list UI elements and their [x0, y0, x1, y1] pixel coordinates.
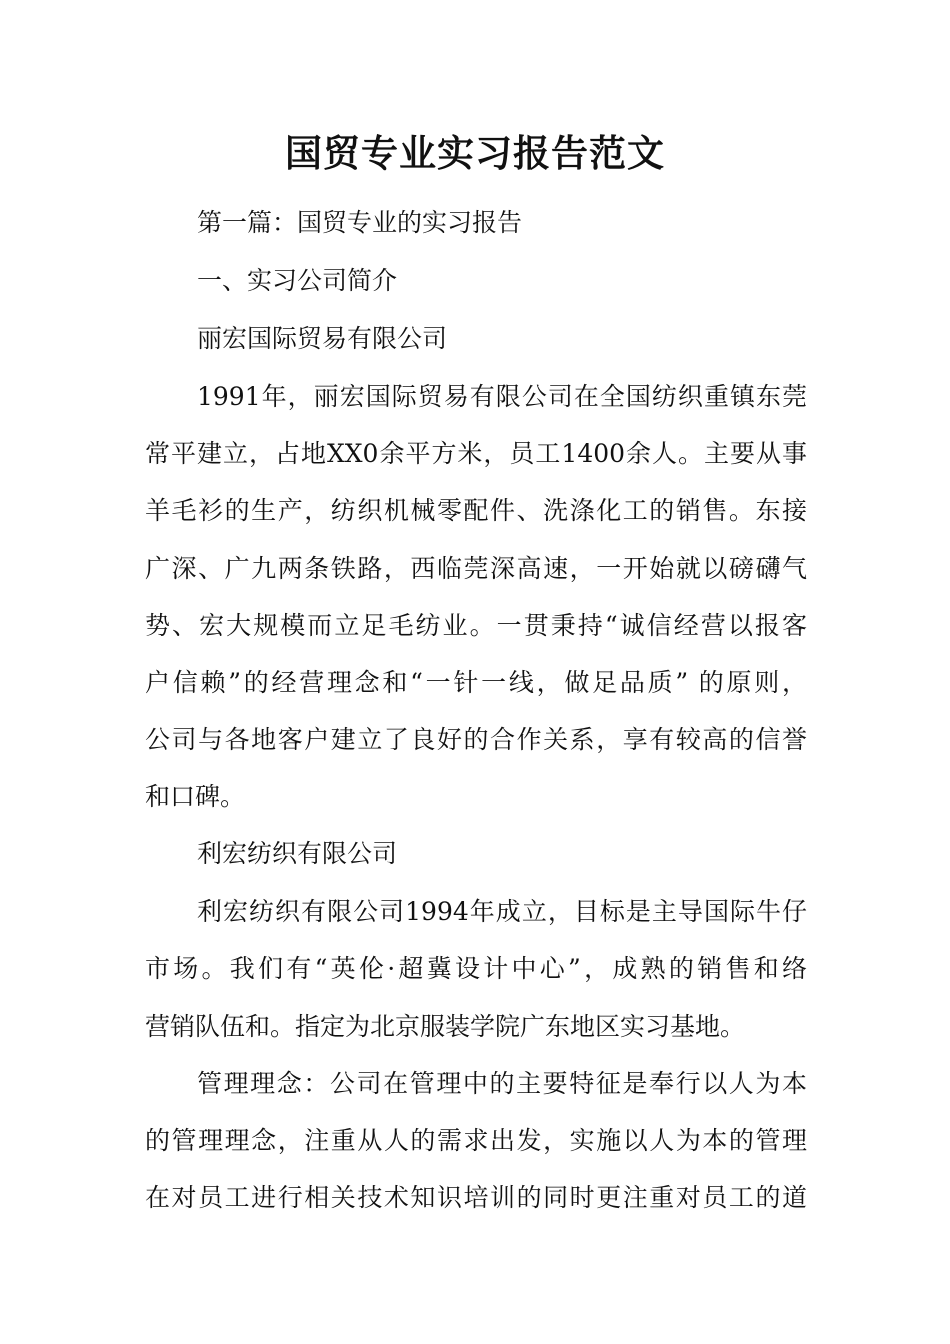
section-heading: 一、实习公司简介	[197, 266, 398, 295]
paragraph-line: 营销队伍和。指定为北京服装学院广东地区实习基地。	[145, 1012, 746, 1041]
paragraph-line: 羊毛衫的生产，纺织机械零配件、洗涤化工的销售。东接	[145, 496, 807, 525]
paragraph-line: 户信赖”的经营理念和“一针一线，做足品质” 的原则，	[145, 668, 807, 697]
paragraph-line: 的管理理念，注重从人的需求出发，实施以人为本的管理	[145, 1126, 807, 1155]
company-name-1: 丽宏国际贸易有限公司	[197, 324, 448, 353]
paragraph-line: 市场。我们有“英伦·超冀设计中心”，成熟的销售和络	[145, 954, 807, 983]
document-title: 国贸专业实习报告范文	[285, 131, 665, 175]
company-name-2: 利宏纺织有限公司	[197, 839, 398, 868]
paragraph-line: 在对员工进行相关技术知识培训的同时更注重对员工的道	[145, 1183, 807, 1212]
paragraph-line: 常平建立，占地XX0余平方米，员工1400余人。主要从事	[145, 439, 807, 468]
paragraph-line: 管理理念：公司在管理中的主要特征是奉行以人为本	[197, 1069, 807, 1098]
chapter-heading: 第一篇：国贸专业的实习报告	[197, 208, 523, 237]
paragraph-line: 公司与各地客户建立了良好的合作关系，享有较高的信誉	[145, 725, 807, 754]
paragraph-line: 和口碑。	[145, 782, 246, 811]
paragraph-line: 利宏纺织有限公司1994年成立，目标是主导国际牛仔	[197, 897, 807, 926]
paragraph-line: 1991年，丽宏国际贸易有限公司在全国纺织重镇东莞	[197, 382, 807, 411]
paragraph-line: 广深、广九两条铁路，西临莞深高速，一开始就以磅礴气	[145, 554, 807, 583]
paragraph-line: 势、宏大规模而立足毛纺业。一贯秉持“诚信经营以报客	[145, 611, 807, 640]
